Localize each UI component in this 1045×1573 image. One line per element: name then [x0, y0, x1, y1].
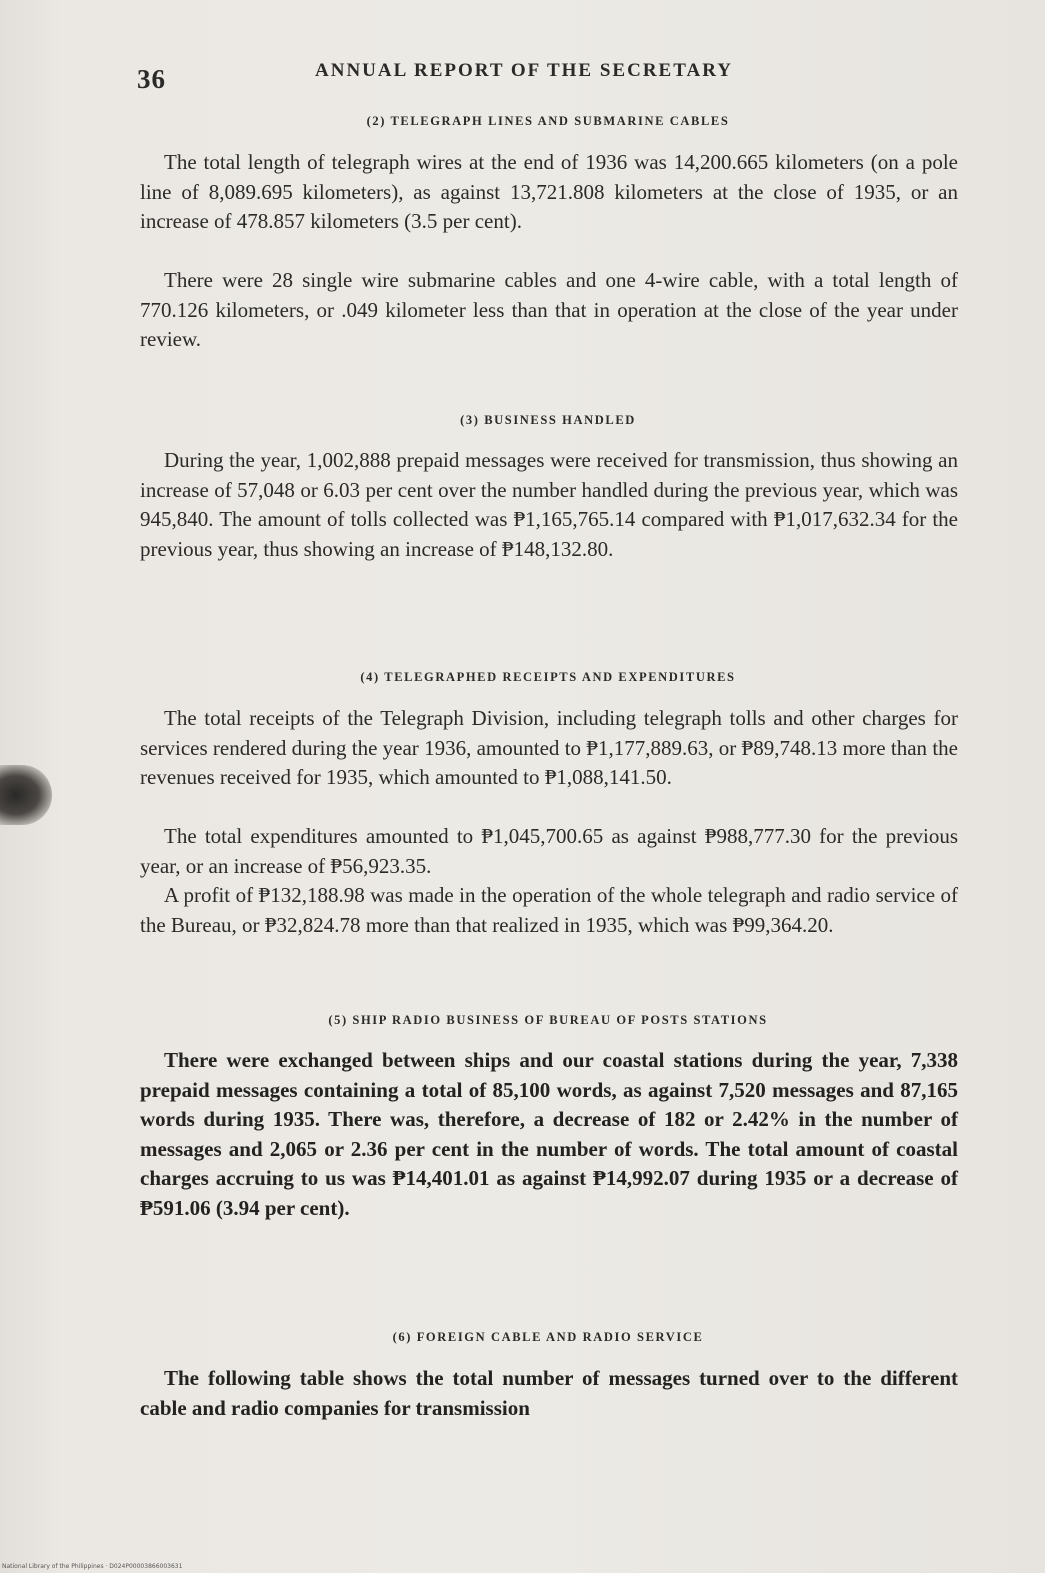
- section-heading-foreign-cable: (6) FOREIGN CABLE AND RADIO SERVICE: [392, 1330, 704, 1344]
- section-heading-business-handled: (3) BUSINESS HANDLED: [460, 413, 636, 427]
- page-number: 36: [137, 64, 166, 94]
- paragraph-total-expenditures: The total expenditures amounted to ₱1,045,700.65 as against ₱988,777.30 for the previous year, or an increase of ₱56,923.35.: [140, 824, 958, 878]
- paragraph-ship-radio: There were exchanged between ships and our coastal stations during the year, 7,338 prepaid messages containing a total of 85,100 words, as against 7,520 messages and 87,165 words during 1935. There was, therefore, a decrease of 182 or 2.42% in the number of messages and 2,065 or 2.36 per cent in the number of words. The total amount of coastal charges accruing to us was ₱14,401.01 as against ₱14,992.07 during 1935 or a decrease of ₱591.06 (3.94 per cent).: [140, 1048, 958, 1220]
- paragraph-business-handled: During the year, 1,002,888 prepaid messages were received for transmission, thus showing an increase of 57,048 or 6.03 per cent over the number handled during the previous year, which was 945,840. The amount of tolls collected was ₱1,165,765.14 compared with ₱1,017,632.34 for the previous year, thus showing an increase of ₱148,132.80.: [140, 448, 958, 561]
- paragraph-profit: A profit of ₱132,188.98 was made in the operation of the whole telegraph and radio service of the Bureau, or ₱32,824.78 more than that realized in 1935, which was ₱99,364.20.: [140, 883, 958, 937]
- paragraph-telegraph-wires: The total length of telegraph wires at the end of 1936 was 14,200.665 kilometers (on a pole line of 8,089.695 kilometers), as against 13,721.808 kilometers at the close of 1935, or an increase of 478.857 kilometers (3.5 per cent).: [140, 150, 958, 233]
- archive-footer-note: National Library of the Philippines · D024P00003866003631: [2, 1563, 183, 1570]
- paragraph-total-receipts: The total receipts of the Telegraph Division, including telegraph tolls and other charges for services rendered during the year 1936, amounted to ₱1,177,889.63, or ₱89,748.13 more than the revenues received for 1935, which amounted to ₱1,088,141.50.: [140, 706, 958, 789]
- section-heading-telegraph-lines: (2) TELEGRAPH LINES AND SUBMARINE CABLES: [366, 114, 730, 128]
- section-heading-ship-radio: (5) SHIP RADIO BUSINESS OF BUREAU OF POSTS STATIONS: [328, 1013, 768, 1027]
- paragraph-submarine-cables: There were 28 single wire submarine cables and one 4-wire cable, with a total length of 770.126 kilometers, or .049 kilometer less than that in operation at the close of the year under review.: [140, 268, 958, 351]
- page-header: [137, 56, 957, 96]
- running-head: ANNUAL REPORT OF THE SECRETARY: [315, 60, 733, 81]
- paragraph-foreign-cable: The following table shows the total number of messages turned over to the different cable and radio companies for transmission: [140, 1366, 958, 1420]
- section-heading-receipts-expenditures: (4) TELEGRAPHED RECEIPTS AND EXPENDITURES: [360, 670, 736, 684]
- scan-artifact: [0, 765, 52, 825]
